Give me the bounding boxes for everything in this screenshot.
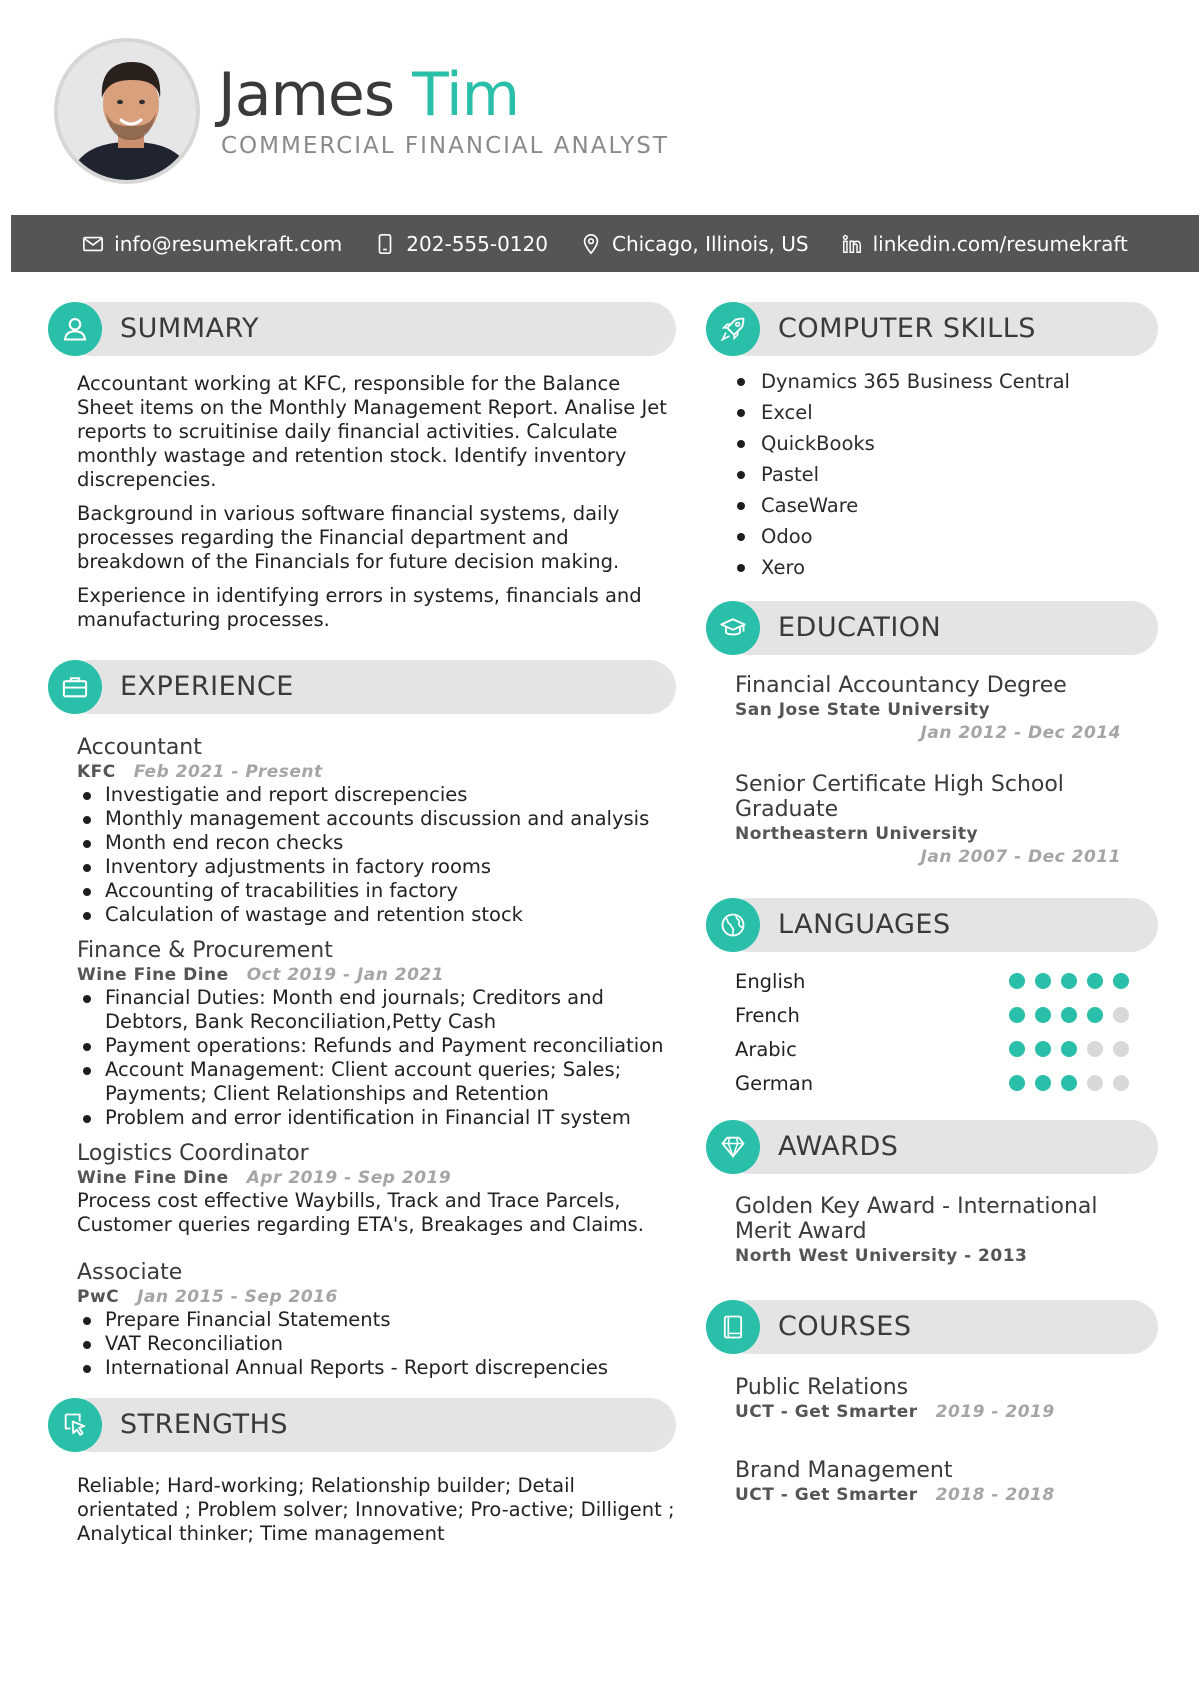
- job-entry: [77, 1259, 676, 1380]
- list-item: Prepare Financial Statements: [77, 1308, 676, 1332]
- education-entry: [735, 772, 1121, 868]
- level-dot-filled: [1009, 1075, 1025, 1091]
- education-school: Northeastern University: [735, 824, 979, 844]
- rocket-icon: [719, 315, 747, 343]
- list-item: Odoo: [735, 521, 1158, 552]
- level-dot-filled: [1061, 973, 1077, 989]
- job-title: COMMERCIAL FINANCIAL ANALYST: [221, 133, 669, 159]
- contact-bar: [11, 215, 1199, 272]
- language-name: German: [735, 1071, 814, 1095]
- contact-phone[interactable]: [374, 232, 548, 256]
- award-organization: North West University - 2013: [735, 1246, 1028, 1266]
- contact-location: [580, 232, 809, 256]
- course-dates: 2018 - 2018: [935, 1485, 1055, 1505]
- profile-photo: [54, 38, 200, 184]
- education-icon-badge: [706, 601, 760, 655]
- award-entry: [735, 1194, 1125, 1268]
- candidate-name: [218, 60, 519, 130]
- location-text: Chicago, Illinois, US: [611, 231, 809, 256]
- job-meta: [77, 1167, 676, 1189]
- job-entry: [77, 937, 676, 1130]
- strengths-heading: STRENGTHS: [120, 1409, 289, 1440]
- cursor-click-icon: [61, 1411, 89, 1439]
- level-dot-filled: [1009, 1041, 1025, 1057]
- list-item: Month end recon checks: [77, 831, 676, 855]
- job-position: Finance & Procurement: [77, 938, 333, 963]
- linkedin-text: linkedin.com/resumekraft: [872, 231, 1128, 256]
- job-meta: [77, 964, 676, 986]
- education-degree: Senior Certificate High School Graduate: [735, 772, 1064, 822]
- language-level-dots: [1009, 1041, 1129, 1057]
- strengths-section-header: [48, 1398, 676, 1452]
- level-dot-filled: [1035, 1075, 1051, 1091]
- job-dates: Oct 2019 - Jan 2021: [246, 965, 445, 985]
- level-dot-filled: [1009, 973, 1025, 989]
- language-name: English: [735, 969, 806, 993]
- job-company: Wine Fine Dine: [77, 1168, 229, 1188]
- course-name: Public Relations: [735, 1375, 909, 1400]
- first-name: James: [218, 60, 395, 130]
- course-provider: UCT - Get Smarter: [735, 1485, 918, 1505]
- education-degree: Financial Accountancy Degree: [735, 673, 1067, 698]
- languages-icon-badge: [706, 898, 760, 952]
- job-dates: Feb 2021 - Present: [133, 762, 323, 782]
- languages-list: [735, 964, 1129, 1100]
- job-position: Associate: [77, 1260, 183, 1285]
- experience-icon-badge: [48, 660, 102, 714]
- list-item: Financial Duties: Month end journals; Creditors and Debtors, Bank Reconciliation,Petty Cash: [77, 986, 676, 1034]
- list-item: Problem and error identification in Financial IT system: [77, 1106, 676, 1130]
- level-dot-filled: [1061, 1007, 1077, 1023]
- level-dot-empty: [1113, 1041, 1129, 1057]
- education-school: San Jose State University: [735, 700, 991, 720]
- level-dot-filled: [1035, 1007, 1051, 1023]
- phone-text: 202-555-0120: [406, 231, 548, 256]
- list-item: Accounting of tracabilities in factory: [77, 879, 676, 903]
- level-dot-empty: [1113, 1075, 1129, 1091]
- strengths-text: Reliable; Hard-working; Relationship builder; Detail orientated ; Problem solver; Innovative; Pro-active; Dilligent ; Analytical thinker; Time management: [77, 1474, 675, 1545]
- courses-section-header: [706, 1300, 1158, 1354]
- diamond-icon: [719, 1133, 747, 1161]
- list-item: Dynamics 365 Business Central: [735, 366, 1158, 397]
- graduation-cap-icon: [719, 614, 747, 642]
- envelope-icon: [82, 233, 104, 255]
- linkedin-icon: [841, 233, 863, 255]
- education-heading: EDUCATION: [778, 612, 942, 643]
- job-description: Process cost effective Waybills, Track and Trace Parcels, Customer queries regarding ETA's, Breakages and Claims.: [77, 1189, 644, 1236]
- job-entry: [77, 734, 676, 927]
- job-company: Wine Fine Dine: [77, 965, 229, 985]
- summary-paragraph: Experience in identifying errors in systems, financials and manufacturing processes.: [77, 584, 642, 631]
- job-position: Accountant: [77, 735, 202, 760]
- list-item: VAT Reconciliation: [77, 1332, 676, 1356]
- last-name: Tim: [412, 60, 520, 130]
- education-dates: Jan 2012 - Dec 2014: [920, 723, 1121, 743]
- contact-email[interactable]: [82, 232, 342, 256]
- summary-icon-badge: [48, 302, 102, 356]
- job-meta: [77, 761, 676, 783]
- summary-paragraph: Background in various software financial systems, daily processes regarding the Financial department and breakdown of the Financials for future decision making.: [77, 502, 620, 573]
- computer-skills-list: [735, 366, 1158, 583]
- list-item: CaseWare: [735, 490, 1158, 521]
- course-dates: 2019 - 2019: [935, 1402, 1055, 1422]
- job-entry: [77, 1140, 676, 1237]
- job-dates: Apr 2019 - Sep 2019: [246, 1168, 452, 1188]
- language-row: [735, 1032, 1129, 1066]
- job-bullets: [77, 783, 676, 927]
- awards-heading: AWARDS: [778, 1131, 899, 1162]
- list-item: QuickBooks: [735, 428, 1158, 459]
- list-item: Monthly management accounts discussion and analysis: [77, 807, 676, 831]
- course-meta: [735, 1484, 1158, 1506]
- language-name: Arabic: [735, 1037, 797, 1061]
- phone-icon: [374, 233, 396, 255]
- job-bullets: [77, 1308, 676, 1380]
- level-dot-filled: [1061, 1041, 1077, 1057]
- computer-skills-heading: COMPUTER SKILLS: [778, 313, 1036, 344]
- level-dot-filled: [1035, 1041, 1051, 1057]
- language-row: [735, 998, 1129, 1032]
- list-item: Payment operations: Refunds and Payment reconciliation: [77, 1034, 676, 1058]
- globe-icon: [719, 911, 747, 939]
- list-item: Inventory adjustments in factory rooms: [77, 855, 676, 879]
- right-column: [706, 302, 1158, 1536]
- course-meta: [735, 1401, 1158, 1423]
- list-item: Calculation of wastage and retention stock: [77, 903, 676, 927]
- languages-heading: LANGUAGES: [778, 909, 951, 940]
- list-item: Investigatie and report discrepencies: [77, 783, 676, 807]
- list-item: Excel: [735, 397, 1158, 428]
- level-dot-filled: [1113, 973, 1129, 989]
- course-provider: UCT - Get Smarter: [735, 1402, 918, 1422]
- summary-section-header: [48, 302, 676, 356]
- list-item: International Annual Reports - Report discrepencies: [77, 1356, 676, 1380]
- level-dot-filled: [1009, 1007, 1025, 1023]
- level-dot-filled: [1061, 1075, 1077, 1091]
- job-company: PwC: [77, 1287, 120, 1307]
- job-position: Logistics Coordinator: [77, 1141, 309, 1166]
- level-dot-filled: [1087, 1007, 1103, 1023]
- strengths-icon-badge: [48, 1398, 102, 1452]
- course-entry: [735, 1457, 1158, 1506]
- user-icon: [61, 315, 89, 343]
- list-item: Xero: [735, 552, 1158, 583]
- languages-section-header: [706, 898, 1158, 952]
- location-pin-icon: [580, 233, 602, 255]
- education-entry: [735, 673, 1121, 744]
- level-dot-filled: [1035, 973, 1051, 989]
- education-dates: Jan 2007 - Dec 2011: [920, 847, 1121, 867]
- award-name: Golden Key Award - International Merit Award: [735, 1194, 1098, 1244]
- list-item: Account Management: Client account queries; Sales; Payments; Client Relationships and Retention: [77, 1058, 676, 1106]
- contact-linkedin[interactable]: [841, 232, 1128, 256]
- job-meta: [77, 1286, 676, 1308]
- language-row: [735, 1066, 1129, 1100]
- experience-section-header: [48, 660, 676, 714]
- person-portrait-icon: [58, 42, 200, 184]
- summary-paragraph: Accountant working at KFC, responsible for the Balance Sheet items on the Monthly Management Report. Analise Jet reports to scruitinise daily financial activities. Calculate monthly wastage and retention stock. Identify inventory discrepencies.: [77, 372, 667, 491]
- language-level-dots: [1009, 1007, 1129, 1023]
- book-icon: [719, 1313, 747, 1341]
- language-level-dots: [1009, 1075, 1129, 1091]
- education-section-header: [706, 601, 1158, 655]
- briefcase-icon: [61, 673, 89, 701]
- list-item: Pastel: [735, 459, 1158, 490]
- awards-section-header: [706, 1120, 1158, 1174]
- experience-heading: EXPERIENCE: [120, 671, 294, 702]
- job-company: KFC: [77, 762, 116, 782]
- summary-heading: SUMMARY: [120, 313, 259, 344]
- level-dot-empty: [1113, 1007, 1129, 1023]
- courses-heading: COURSES: [778, 1311, 912, 1342]
- course-entry: [735, 1374, 1158, 1423]
- left-column: [48, 302, 676, 1556]
- language-name: French: [735, 1003, 800, 1027]
- awards-icon-badge: [706, 1120, 760, 1174]
- language-row: [735, 964, 1129, 998]
- level-dot-filled: [1087, 973, 1103, 989]
- course-name: Brand Management: [735, 1458, 953, 1483]
- computer-skills-section-header: [706, 302, 1158, 356]
- email-text: info@resumekraft.com: [114, 231, 343, 256]
- courses-icon-badge: [706, 1300, 760, 1354]
- language-level-dots: [1009, 973, 1129, 989]
- level-dot-empty: [1087, 1075, 1103, 1091]
- job-dates: Jan 2015 - Sep 2016: [137, 1287, 338, 1307]
- computer-skills-icon-badge: [706, 302, 760, 356]
- level-dot-empty: [1087, 1041, 1103, 1057]
- job-bullets: [77, 986, 676, 1130]
